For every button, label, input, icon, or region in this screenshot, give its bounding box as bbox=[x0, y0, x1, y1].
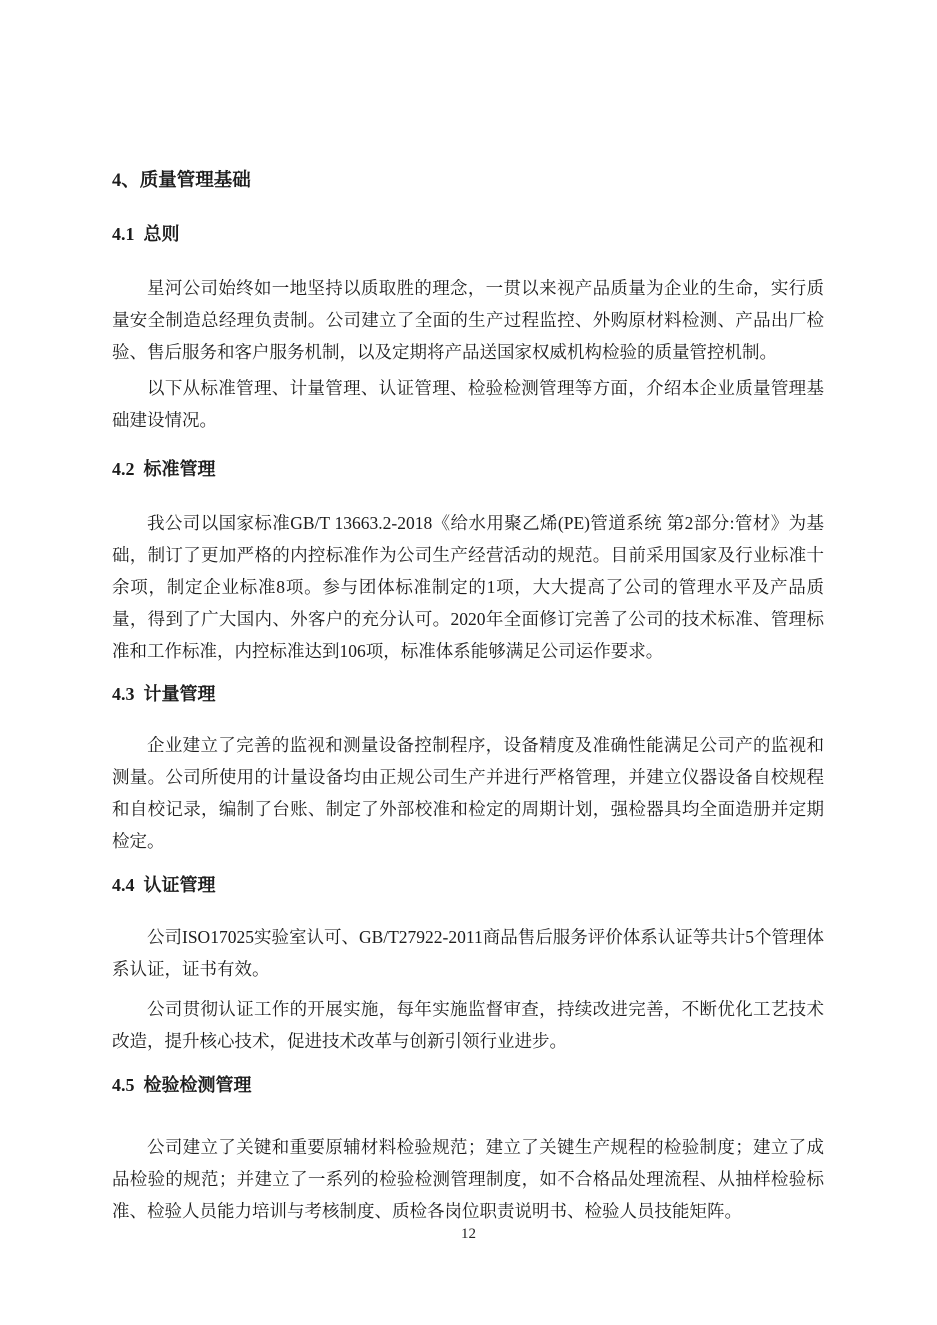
paragraph: 公司贯彻认证工作的开展实施，每年实施监督审查，持续改进完善，不断优化工艺技术改造，提升核心技术，促进技术改革与创新引领行业进步。 bbox=[112, 999, 824, 1051]
page-number: 12 bbox=[461, 1226, 476, 1242]
paragraph: 星河公司始终如一地坚持以质取胜的理念，一贯以来视产品质量为企业的生命，实行质量安全制造总经理负责制。公司建立了全面的生产过程监控、外购原材料检测、产品出厂检验、售后服务和客户服务机制，以及定期将产品送国家权威机构检验的质量管控机制。 bbox=[112, 278, 824, 362]
section-heading-4-3: 4.3 计量管理 bbox=[112, 684, 216, 704]
paragraph: 公司建立了关键和重要原辅材料检验规范；建立了关键生产规程的检验制度；建立了成品检验的规范；并建立了一系列的检验检测管理制度，如不合格品处理流程、从抽样检验标准、检验人员能力培训与考核制度、质检各岗位职责说明书、检验人员技能矩阵。 bbox=[112, 1137, 824, 1221]
paragraph: 我公司以国家标准GB/T 13663.2-2018《给水用聚乙烯(PE)管道系统 第2部分:管材》为基础，制订了更加严格的内控标准作为公司生产经营活动的规范。目前采用国家及行业标准十余项，制定企业标准8项。参与团体标准制定的1项，大大提高了公司的管理水平及产品质量，得到了广大国内、外客户的充分认可。2020年全面修订完善了公司的技术标准、管理标准和工作标准，内控标准达到106项，标准体系能够满足公司运作要求。 bbox=[112, 513, 824, 661]
paragraph: 公司ISO17025实验室认可、GB/T27922-2011商品售后服务评价体系认证等共计5个管理体系认证，证书有效。 bbox=[112, 927, 824, 979]
section-heading-4-5: 4.5 检验检测管理 bbox=[112, 1075, 252, 1095]
chapter-heading: 4、质量管理基础 bbox=[112, 171, 251, 191]
section-heading-4-1: 4.1 总则 bbox=[112, 224, 180, 244]
section-heading-4-4: 4.4 认证管理 bbox=[112, 875, 216, 895]
section-heading-4-2: 4.2 标准管理 bbox=[112, 459, 216, 479]
paragraph: 以下从标准管理、计量管理、认证管理、检验检测管理等方面，介绍本企业质量管理基础建设情况。 bbox=[112, 378, 824, 430]
paragraph: 企业建立了完善的监视和测量设备控制程序，设备精度及准确性能满足公司产的监视和测量。公司所使用的计量设备均由正规公司生产并进行严格管理，并建立仪器设备自校规程和自校记录，编制了台账、制定了外部校准和检定的周期计划，强检器具均全面造册并定期检定。 bbox=[112, 735, 824, 851]
